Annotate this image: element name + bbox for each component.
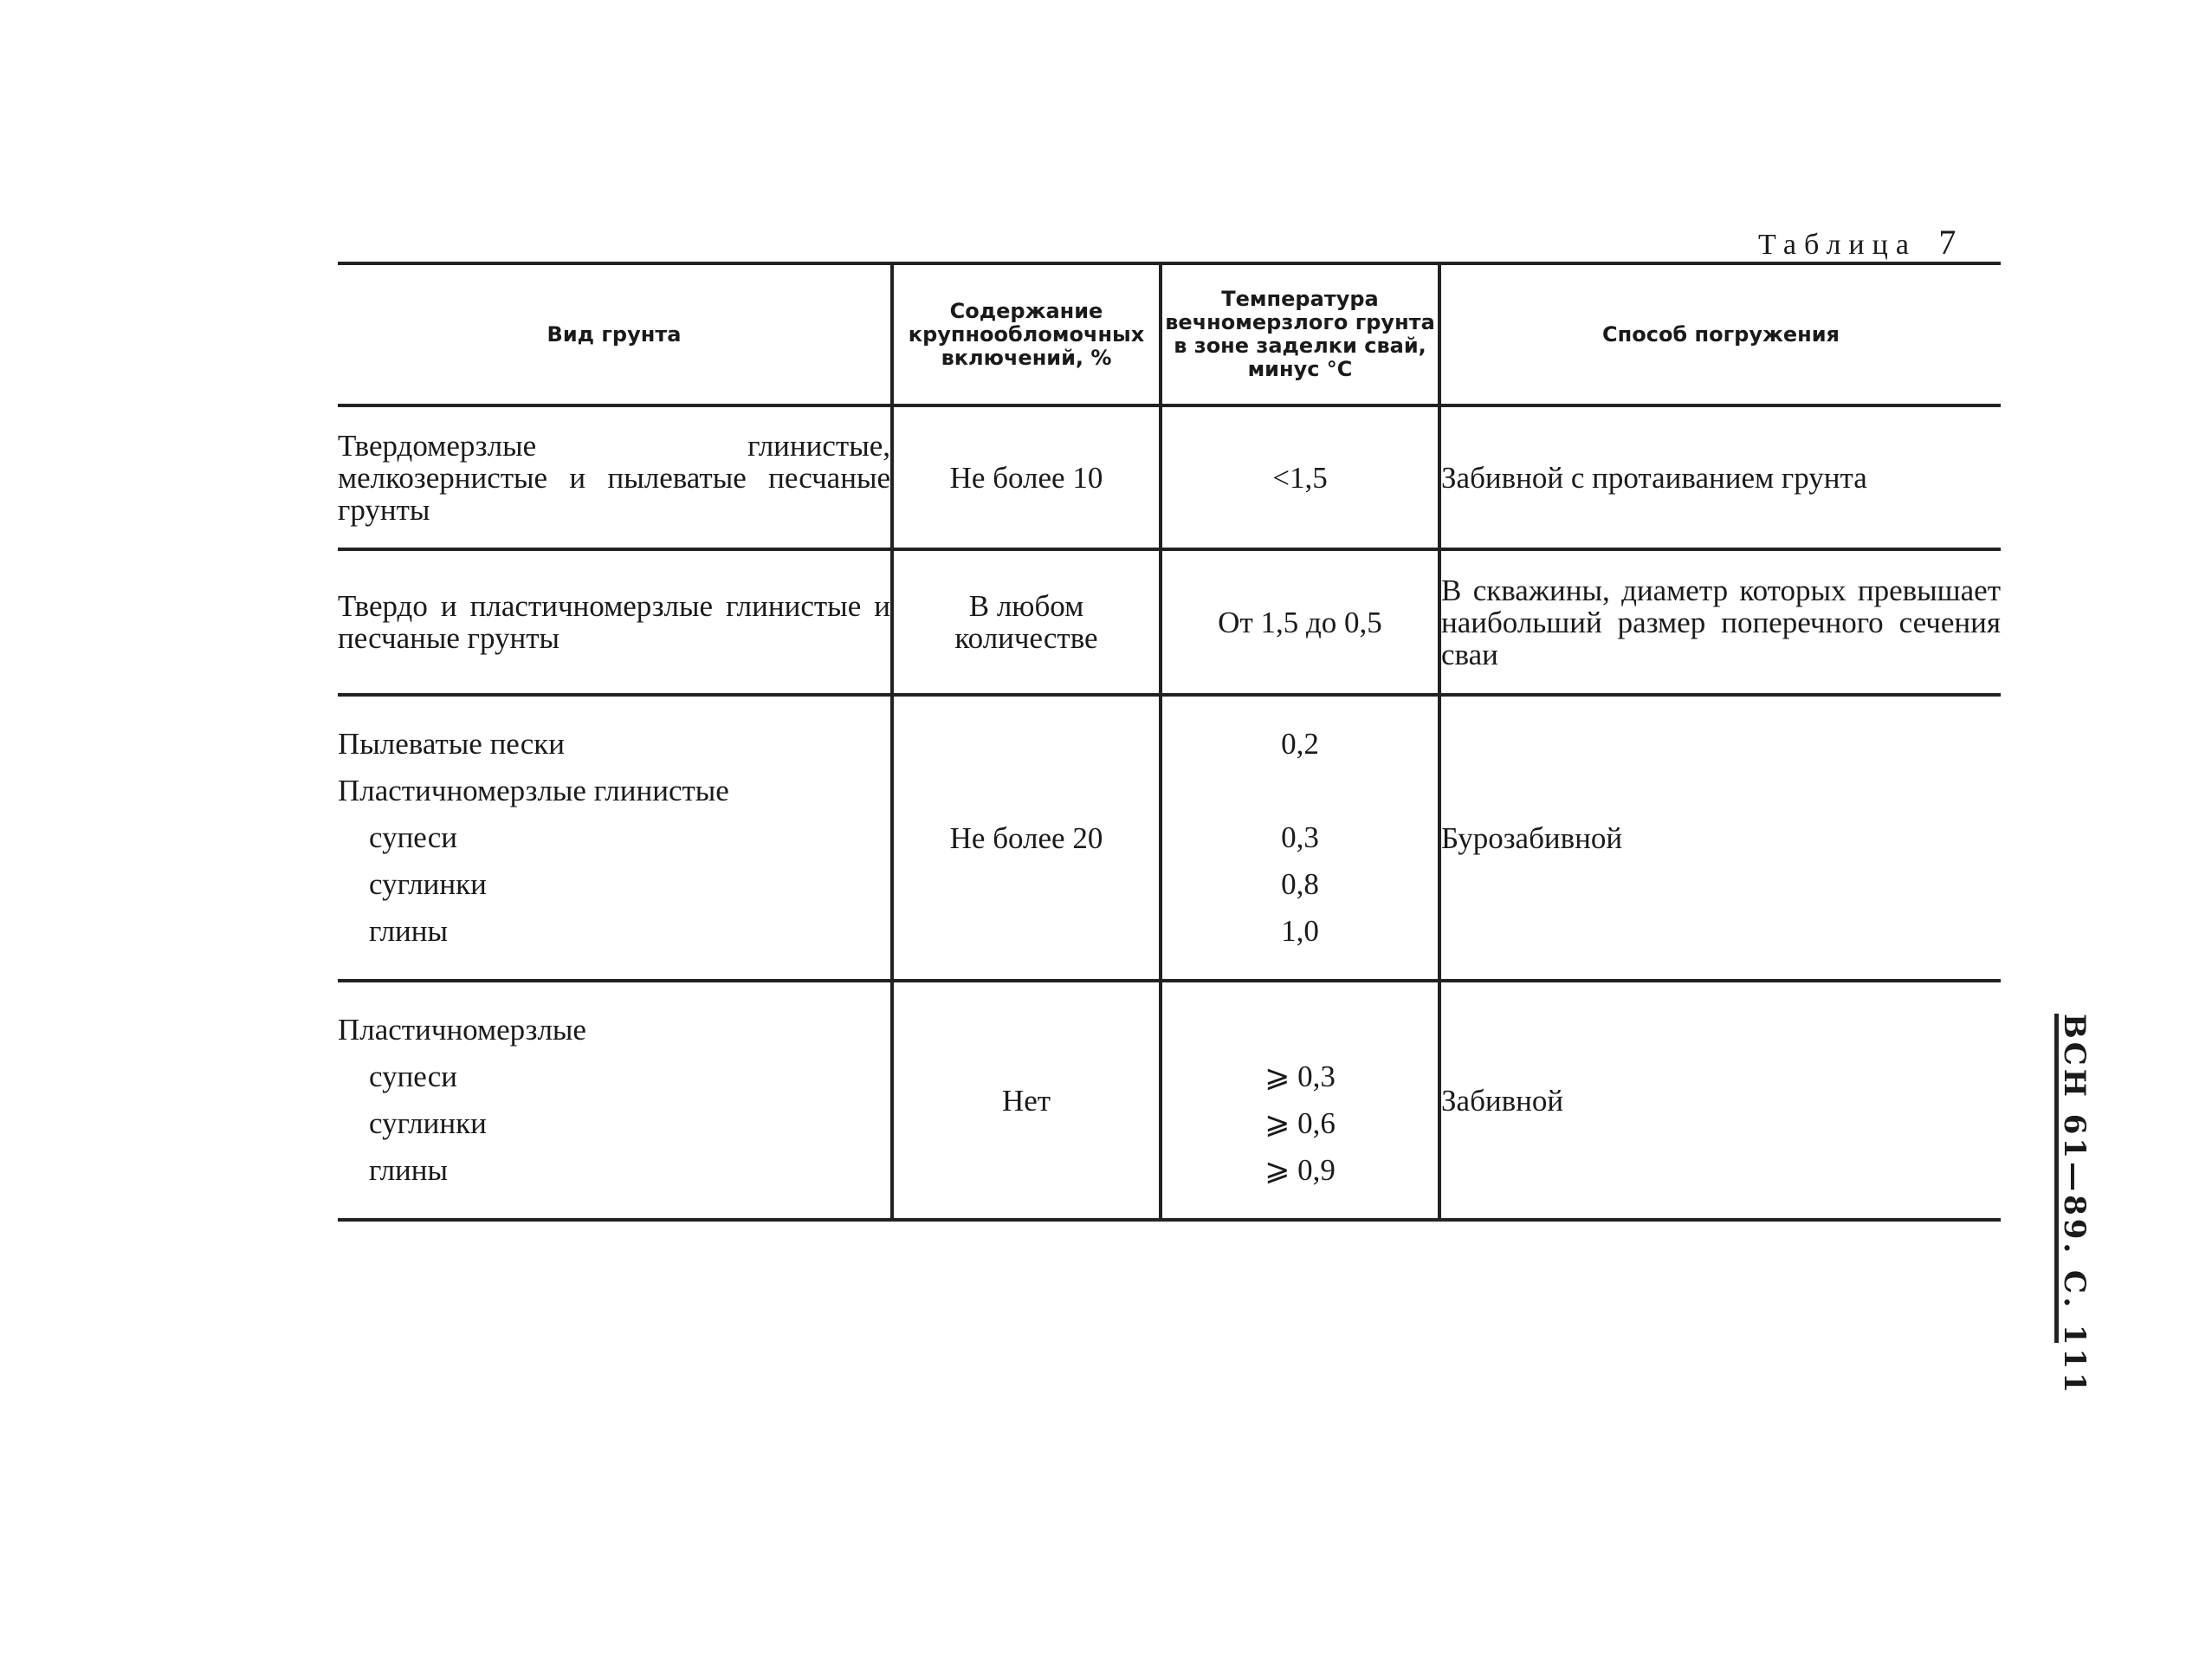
temperature-cell <box>1161 981 1439 1220</box>
soil-line: Пластичномерзлые <box>338 1013 586 1047</box>
soil-line: супеси <box>369 1060 457 1093</box>
temperature-cell: <1,5 <box>1161 405 1439 549</box>
soil-line: суглинки <box>369 867 487 901</box>
method-cell <box>1439 549 2001 695</box>
temperature-lines <box>1162 721 1438 955</box>
table-row <box>338 405 2001 549</box>
temperature-line <box>1162 1007 1438 1053</box>
table-number: 7 <box>1938 223 1957 262</box>
content-text: В любом количестве <box>954 589 1098 655</box>
soil-cell <box>338 549 892 695</box>
content-cell <box>892 549 1161 695</box>
soil-pile-table <box>338 262 2001 1222</box>
table-caption-label: Таблица <box>1758 229 1917 261</box>
soil-cell <box>338 981 892 1220</box>
soil-line: глины <box>369 914 449 948</box>
side-page-reference-text: ВСН 61—89. С. 111 <box>2057 1014 2092 1397</box>
content-cell: Нет <box>892 981 1161 1220</box>
soil-cell <box>338 405 892 549</box>
temperature-line: ⩾ 0,9 <box>1264 1153 1336 1187</box>
method-cell: Бурозабивной <box>1439 695 2001 981</box>
soil-text: Твердомерзлые глинистые, мелкозернистые и пылеватые песчаные грунты <box>338 428 890 527</box>
temperature-cell <box>1161 695 1439 981</box>
temperature-cell: От 1,5 до 0,5 <box>1161 549 1439 695</box>
table-header-row <box>338 263 2001 405</box>
method-cell: Забивной с протаиванием грунта <box>1439 405 2001 549</box>
header-temperature: Температура вечномерзлого грунта в зоне заделки свай, минус °С <box>1161 263 1439 405</box>
temperature-lines <box>1162 1007 1438 1194</box>
table-row <box>338 695 2001 981</box>
soil-line: Пластичномерзлые глинистые <box>338 774 729 807</box>
header-soil-type: Вид грунта <box>338 263 892 405</box>
temperature-line <box>1162 768 1438 814</box>
temperature-line: 0,3 <box>1281 820 1319 854</box>
temperature-line: ⩾ 0,3 <box>1264 1060 1336 1093</box>
temperature-line: 0,8 <box>1281 867 1319 901</box>
table-row <box>338 981 2001 1220</box>
soil-text: Твердо и пластичномерзлые глинистые и песчаные грунты <box>338 589 890 655</box>
temperature-line: ⩾ 0,6 <box>1264 1106 1336 1140</box>
soil-line: суглинки <box>369 1106 487 1140</box>
soil-line: Пылеватые пески <box>338 727 565 761</box>
method-cell: Забивной <box>1439 981 2001 1220</box>
temperature-line: 0,2 <box>1281 727 1319 761</box>
table-row <box>338 549 2001 695</box>
content-cell: Не более 10 <box>892 405 1161 549</box>
header-coarse-content: Содержание крупнообломочных включений, % <box>892 263 1161 405</box>
temperature-line: 1,0 <box>1281 914 1319 948</box>
table-caption <box>1758 222 1956 263</box>
soil-lines <box>338 721 890 955</box>
method-text: В скважины, диаметр которых превышает наибольший размер поперечного сечения сваи <box>1441 573 2001 671</box>
soil-lines <box>338 1007 890 1194</box>
side-page-reference <box>2054 1014 2097 1397</box>
soil-line: супеси <box>369 820 457 854</box>
content-cell: Не более 20 <box>892 695 1161 981</box>
soil-line: глины <box>369 1153 449 1187</box>
soil-cell <box>338 695 892 981</box>
header-installation-method: Способ погружения <box>1439 263 2001 405</box>
